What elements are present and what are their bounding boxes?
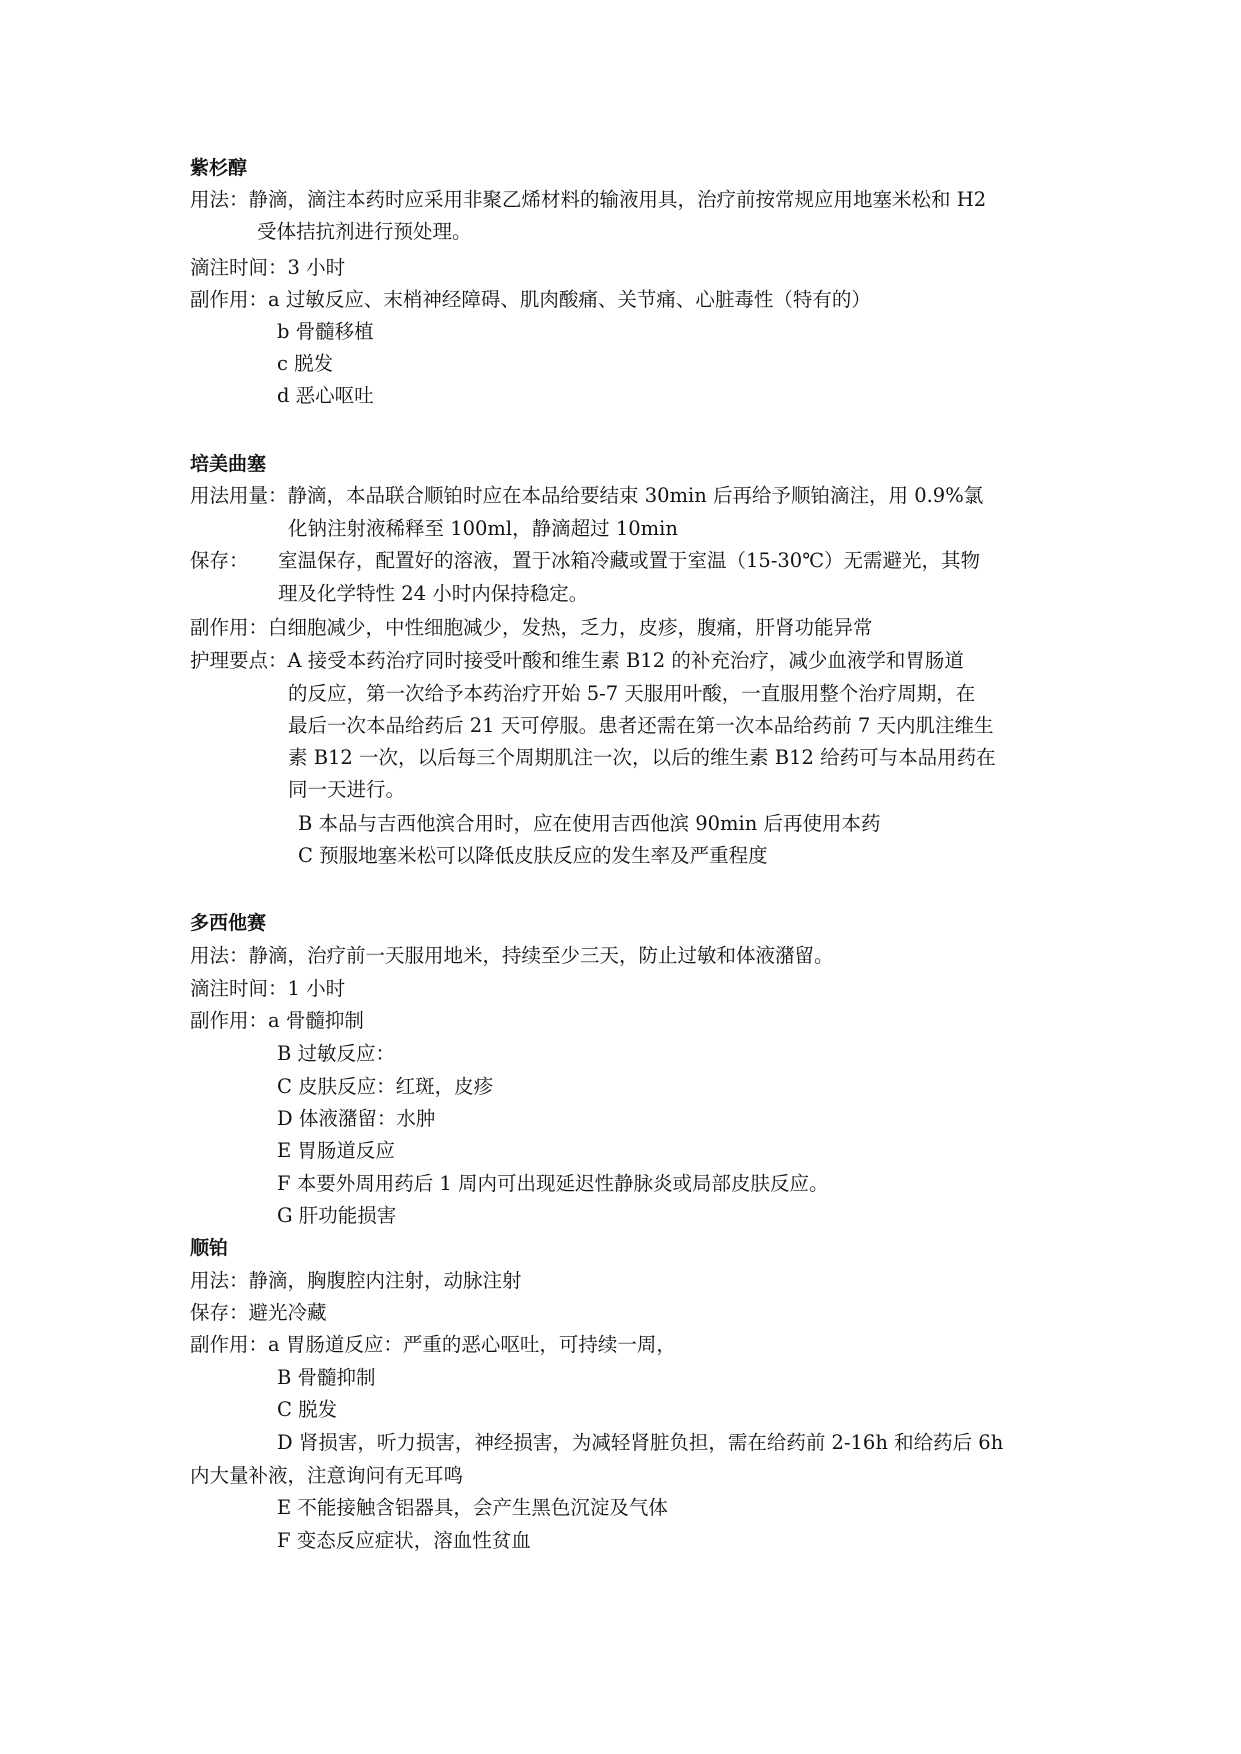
nursing-item-b: B 本品与吉西他滨合用时，应在使用吉西他滨 90min 后再使用本药 xyxy=(298,812,881,835)
side-effect-item: D 肾损害，听力损害，神经损害，为减轻肾脏负担，需在给药前 2-16h 和给药后 6h xyxy=(277,1431,1004,1454)
storage-line: 保存：避光冷藏 xyxy=(190,1301,327,1324)
drip-time: 滴注时间：3 小时 xyxy=(190,256,346,279)
nursing-item-c: C 预服地塞米松可以降低皮肤反应的发生率及严重程度 xyxy=(298,844,768,867)
side-effect-item: c 脱发 xyxy=(277,352,334,375)
section-title-pemetrexed: 培美曲塞 xyxy=(190,453,267,475)
side-effect-item: B 骨髓抑制 xyxy=(277,1366,376,1389)
storage-label: 保存： xyxy=(190,549,249,572)
side-effect-item-continued: 内大量补液，注意询问有无耳鸣 xyxy=(190,1464,464,1487)
usage-line-continued: 受体拮抗剂进行预处理。 xyxy=(257,220,472,243)
side-effect-item: B 过敏反应： xyxy=(277,1042,396,1065)
usage-line: 用法：静滴，滴注本药时应采用非聚乙烯材料的输液用具，治疗前按常规应用地塞米松和 H2 xyxy=(190,188,987,211)
nursing-line-continued: 素 B12 一次，以后每三个周期肌注一次，以后的维生素 B12 给药可与本品用药在 xyxy=(288,746,996,769)
nursing-line: 护理要点：A 接受本药治疗同时接受叶酸和维生素 B12 的补充治疗，减少血液学和胃肠道 xyxy=(190,649,964,672)
dosage-line-continued: 化钠注射液稀释至 100ml，静滴超过 10min xyxy=(288,517,678,540)
side-effect-item: E 胃肠道反应 xyxy=(277,1139,395,1162)
drip-time: 滴注时间：1 小时 xyxy=(190,977,346,1000)
side-effect-item: b 骨髓移植 xyxy=(277,320,374,343)
nursing-line-continued: 的反应，第一次给予本药治疗开始 5-7 天服用叶酸，一直服用整个治疗周期，在 xyxy=(288,682,976,705)
section-title-cisplatin: 顺铂 xyxy=(190,1237,229,1259)
usage-line: 用法：静滴，胸腹腔内注射，动脉注射 xyxy=(190,1269,522,1292)
side-effect-item: C 皮肤反应：红斑，皮疹 xyxy=(277,1075,494,1098)
nursing-line-continued: 同一天进行。 xyxy=(288,778,406,801)
side-effect-item: G 肝功能损害 xyxy=(277,1204,397,1227)
side-effects-line: 副作用：a 过敏反应、末梢神经障碍、肌肉酸痛、关节痛、心脏毒性（特有的） xyxy=(190,288,871,311)
storage-line-continued: 理及化学特性 24 小时内保持稳定。 xyxy=(278,582,589,605)
usage-line: 用法：静滴，治疗前一天服用地米，持续至少三天，防止过敏和体液潴留。 xyxy=(190,944,834,967)
dosage-line: 用法用量：静滴，本品联合顺铂时应在本品给要结束 30min 后再给予顺铂滴注，用 0.9%氯 xyxy=(190,484,984,507)
section-title-docetaxel: 多西他赛 xyxy=(190,912,267,934)
side-effects-line: 副作用：白细胞减少，中性细胞减少，发热，乏力，皮疹，腹痛，肝肾功能异常 xyxy=(190,616,873,639)
side-effect-item: d 恶心呕吐 xyxy=(277,384,374,407)
side-effect-item: E 不能接触含铝器具，会产生黑色沉淀及气体 xyxy=(277,1496,668,1519)
nursing-line-continued: 最后一次本品给药后 21 天可停服。患者还需在第一次本品给药前 7 天内肌注维生 xyxy=(288,714,994,737)
side-effect-item: F 本要外周用药后 1 周内可出现延迟性静脉炎或局部皮肤反应。 xyxy=(277,1172,829,1195)
side-effects-line: 副作用：a 骨髓抑制 xyxy=(190,1009,364,1032)
side-effect-item: F 变态反应症状，溶血性贫血 xyxy=(277,1529,531,1552)
section-title-paclitaxel: 紫杉醇 xyxy=(190,157,248,179)
side-effect-item: C 脱发 xyxy=(277,1398,338,1421)
side-effect-item: D 体液潴留：水肿 xyxy=(277,1107,436,1130)
side-effects-line: 副作用：a 胃肠道反应：严重的恶心呕吐，可持续一周， xyxy=(190,1333,676,1356)
storage-line: 室温保存，配置好的溶液，置于冰箱冷藏或置于室温（15-30℃）无需避光，其物 xyxy=(278,549,981,572)
